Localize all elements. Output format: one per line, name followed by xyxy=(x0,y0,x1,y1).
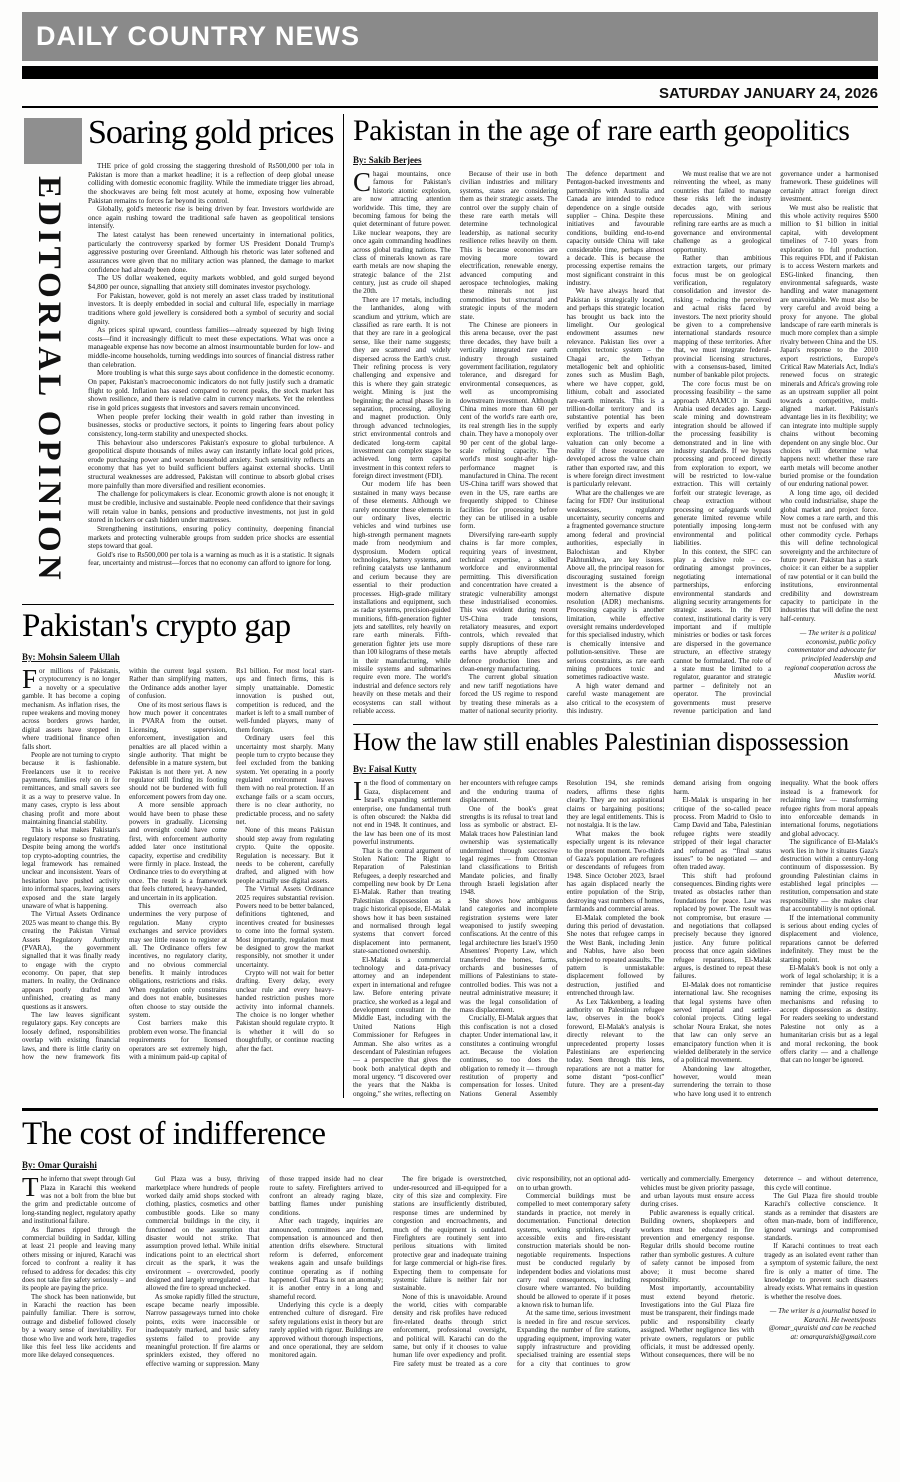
article-paragraph: Globally, gold's meteoric rise is being driven by fear. Investors worldwide are once again rushing toward the traditional safe haven as geopolitical tensions intensify. xyxy=(88,205,334,231)
article-paragraph: The Virtual Assets Ordinance 2025 was meant to change this. By creating the Pakistan Virtual Assets Regulatory Authority (PVARA), the government signalled that it was finally ready to engage with the crypto economy. On paper, that step matters. In reality, the Ordinance appears poorly drafted and unfinished, creating as many questions as it answers. xyxy=(22,910,120,1011)
left-column xyxy=(22,114,343,1098)
palestine-lead-paragraph: In the flood of commentary on Gaza, displacement and Israel's expanding settlement enterprise, one fundamental truth is often obscured: the Nakba did not end in 1948. It continues, and the law has been one of its most powerful instruments. xyxy=(353,776,451,847)
article-paragraph: Commercial buildings must be compelled to meet contemporary safety standards in practice, not merely in documentation. Functional detection systems, working sprinklers, clearly accessible exits and fire-resistant construction materials should be non-negotiable requirements. Inspections must be conducted regularly by independent bodies and violations must carry real consequences, including closure where warranted. No building should be allowed to operate if it poses a known risk to human life. xyxy=(516,1192,631,1310)
crypto-body xyxy=(22,664,334,1061)
article-paragraph: El-Malak completed the book during this period of devastation. She notes that refugee camps in the West Bank, including Jenin and Nablus, have also been subjected to repeated assaults. The pattern is unmistakable: displacement followed by destruction, justified and entrenched through law. xyxy=(566,913,665,998)
article-paragraph: If the international community is serious about ending cycles of displacement and violence, reparations cannot be deferred indefinitely. They must be the starting point. xyxy=(780,913,878,964)
indifference-byline: By: Omar Quraishi xyxy=(22,1160,97,1171)
indifference-body xyxy=(22,1172,878,1368)
rare-earth-lead-paragraph: Chagai mountains, once famous for Pakistan's historic atomic explosion, are now attracting attention worldwide. This time, they are becoming famous for being the quiet determinant of future power. Like nuclear weapons, they are once again commanding headlines across global trading nations. The class of minerals known as rare earth metals are now shaping the strategic balance of the 21st century, just as crude oil shaped the 20th. xyxy=(353,167,451,296)
rare-earth-headline: Pakistan in the age of rare earth geopolitics xyxy=(353,114,850,147)
article-paragraph: Ordinary users feel this uncertainty most sharply. Many people turn to crypto because they feel excluded from the banking system. Yet operating in a poorly regulated environment leaves them with no real protection. If an exchange fails or a scam occurs, there is no clear authority, no predictable process, and no safety net. xyxy=(236,734,334,827)
article-paragraph: If Karachi continues to treat each tragedy as an isolated event rather than a symptom of systemic failure, the next fire is only a matter of time. The knowledge to prevent such disasters already exists. What remains in question is whether the resolve does. xyxy=(764,1242,878,1301)
article-paragraph: That is the central argument of Stolen Nation: The Right to Reparation of Palestinian Refugees, a deeply researched and compelling new book by Dr Lena El-Malak. Rather than treating Palestinian dispossession as a tragic historical episode, El-Malak shows how it has been sustained and normalised through legal systems that convert forced displacement into permanent, state-sanctioned ownership. xyxy=(353,846,451,956)
article-paragraph: Gul Plaza was a busy, thriving marketplace where hundreds of people worked daily amid shops stocked with clothing, plastics, cosmetics and other combustible goods. Like so many commercial buildings in the city, it functioned on the assumption that disaster would not strike. That assumption proved lethal. While initial indications point to an electrical short circuit as the spark, it was the environment – overcrowded, poorly designed and largely unregulated – that allowed the fire to spread unchecked. xyxy=(145,1175,260,1293)
article-paragraph: Our modern life has been sustained in many ways because of these elements. Although we rarely encounter these elements in our ordinary lives, electric vehicles and wind turbines use high-strength permanent magnets made from neodymium and dysprosium. Modern optical technologies, battery systems, and refining catalysts use lanthanum and cerium because they are essential to their production processes. High-grade military installations and equipment, such as radar systems, precision-guided munitions, fifth-generation fighter jets and satellites, rely heavily on rare earth minerals. Fifth-generation fighter jets use more than 100 kilograms of these metals in their manufacturing, while missile systems and submarines require even more. The world's industrial and defence sectors rely heavily on these metals and their ecosystems can stall without reliable access. xyxy=(353,480,451,715)
article-paragraph: The latest catalyst has been renewed uncertainty in international politics, particularly the controversy sparked by former US President Donald Trump's aggressive posturing over Greenland. Although his rhetoric was later softened and assurances were given that no military action was planned, the damage to market confidence had already been done. xyxy=(88,231,334,274)
article-paragraph: At the same time, serious investment is needed in fire and rescue services. Expanding the number of fire stations, upgrading equipment, improving water supply infrastructure and providing specialised training are essential steps for a city that continues to grow vertically and commercially. Emergency vehicles must be given priority passage, and urban layouts must ensure access during crises. xyxy=(516,1175,755,1368)
masthead-black-bar xyxy=(22,66,878,79)
article-paragraph: One of the book's great strengths is its refusal to treat land loss as symbolic or abstract. El-Malak traces how Palestinian land ownership was systematically undermined through successive legal regimes — from Ottoman land classifications to British Mandate policies, and finally through Israeli legislation after 1948. xyxy=(459,804,558,897)
article-paragraph: Abandoning law altogether, however, would mean surrendering the terrain to those who have long used it to entrench inequality. What the book offers instead is a framework for reclaiming law — transforming refugee rights from moral appeals into enforceable demands in international forums, negotiations and global advocacy. xyxy=(673,779,878,1098)
article-paragraph: The law leaves significant regulatory gaps. Key concepts are loosely defined, responsibilities overlap with existing financial laws, and there is little clarity on how the new framework fits within the current legal system. Rather than simplifying matters, the Ordinance adds another layer of confusion. xyxy=(22,667,227,1061)
article-paragraph: We must realise that we are not reinventing the wheel, as many countries that failed to manage these risks left the industry decades ago, with serious repercussions. Mining and refining rare earths are as much a governance and environmental challenge as a geological opportunity. xyxy=(673,170,772,254)
article-paragraph: For Pakistan, however, gold is not merely an asset class traded by institutional investors. It is deeply embedded in social and cultural life, especially in marriage traditions where gold jewellery is considered both a symbol of security and social dignity. xyxy=(88,291,334,326)
article-paragraph: Because of their use in both civilian industries and military systems, states are considering them as their strategic assets. The control over the supply chain of these rare earth metals will determine technological leadership, as national security resilience relies heavily on them. This is because economies are moving more toward electrification, renewable energy, advanced computing and aerospace technologies, making these minerals not just commodities but structural and strategic inputs of the modern state. xyxy=(459,170,558,321)
article-paragraph: The core focus must be on processing feasibility – the same approach ARAMCO in Saudi Arabia used decades ago. Large-scale mining and downstream integration should be allowed if the processing feasibility is demonstrated and in line with industry standards. If we bypass processing and proceed directly from exploration to export, we will be restricted to low-value extraction. This will certainly forfeit our strategic leverage, as cheap extraction without processing or safeguards would generate limited revenue while potentially imposing long-term environmental and political liabilities. xyxy=(673,379,772,548)
article-paragraph: We have always heard that Pakistan is strategically located, and perhaps this strategic location has brought us back into the limelight. Our geological endowment assumes new relevance. Pakistan lies over a complex tectonic system – the Chagai arc, the Tethyan metallogenic belt and ophiolitic zones such as Muslim Bagh, where we have copper, gold, lithium, cobalt and associated rare-earth minerals. This is a trillion-dollar territory and its substantive potential has been verified by experts and early explorations. The trillion-dollar valuation can only become a reality if these resources are developed across the value chain rather than exported raw, and this is where foreign direct investment is particularly relevant. xyxy=(566,287,665,489)
article-paragraph: A long time ago, oil decided who could industrialise, shape the global market and project force. Now comes a rare earth, and this must not be confused with any other commodity cycle. Perhaps this will define technological sovereignty and the architecture of future power. Pakistan has a stark choice: it can either be a supplier of raw potential or it can build the institutions, environmental credibility and downstream capacity to participate in the industries that will define the next half-century. xyxy=(780,488,878,623)
article-paragraph: The Gul Plaza fire should trouble Karachi's collective conscience. It stands as a reminder that disasters are often man-made, born of indifference, ignored warnings and compromised standards. xyxy=(764,1192,878,1242)
article-paragraph: When people prefer locking their wealth in gold rather than investing in businesses, stocks or productive sectors, it points to lingering fears about policy consistency, long-term stability and unexpected shocks. xyxy=(88,412,334,438)
indifference-drop-cap: T xyxy=(22,1172,39,1203)
article-paragraph: This overreach also undermines the very purpose of regulation. Many crypto exchanges and service providers may see little reason to register at all. The Ordinance offers few incentives, no regulatory clarity, and no obvious commercial benefits. It mainly introduces obligations, restrictions and risks. When regulation only constrains and does not enable, businesses often choose to stay outside the system. xyxy=(129,901,227,1020)
article-paragraph: What are the challenges we are facing for FDI? Our institutional weaknesses, regulatory uncertainty, security concerns and a fragmented governance structure among federal and provincial authorities, especially in Balochistan and Khyber Pakhtunkhwa, are key issues. Above all, the principal reason for discouraging sustained foreign investment is the absence of modern alternative dispute resolution (ADR) mechanisms. Processing capacity is another limitation, while effective oversight remains underdeveloped for this specialised industry, which is chemically intensive and pollution-sensitive. These are serious constraints, as rare earth mining produces toxic and sometimes radioactive waste. xyxy=(566,488,665,682)
dateline: SATURDAY JANUARY 24, 2026 xyxy=(22,85,878,108)
article-paragraph: THE price of gold crossing the staggering threshold of Rs500,000 per tola in Pakistan is more than a market headline; it is a reflection of deep global unease colliding with domestic economic fragility. While the immediate trigger lies abroad, the shockwaves are being felt most acutely at home, exposing how vulnerable Pakistan remains to forces far beyond its control. xyxy=(88,162,334,205)
article-pakistans-crypto-gap xyxy=(22,604,334,1061)
palestine-body xyxy=(353,776,878,1098)
masthead xyxy=(22,12,878,61)
article-paragraph: Underlying this cycle is a deeply entrenched culture of disregard. Fire safety regulations exist in theory but are rarely applied with rigour. Buildings are approved without thorough inspections, and once operational, they are seldom monitored again. xyxy=(269,1301,384,1360)
article-paragraph: We must also be realistic that this whole activity requires $500 million to $1 billion in initial capital, with development timelines of 7-10 years from exploration to full production. This requires FDI, and if Pakistan is to access Western markets and ESG-linked financing, then environmental safeguards, waste handling and water management are unavoidable. We must also be very careful and avoid being a proxy for anyone. The global landscape of rare earth minerals is much more complex than a simple rivalry between China and the US. Japan's response to the 2010 export restrictions, Europe's Critical Raw Materials Act, India's renewed focus on strategic minerals and Africa's growing role as an upstream supplier all point towards a competitive, multi-aligned market. Pakistan's advantage lies in its flexibility; we can integrate into multiple supply chains without becoming dependent on any single bloc. Our choices will determine what happens next: whether these rare earth metals will become another buried promise or the foundation of our enduring national power. xyxy=(780,203,878,489)
article-paragraph: The US dollar weakened, equity markets wobbled, and gold surged beyond $4,800 per ounce, signalling that anxiety still dominates investor psychology. xyxy=(88,274,334,291)
article-paragraph: In this context, the SIFC can play a decisive role – co-ordinating amongst provinces, negotiating international partnerships, enforcing environmental standards and aligning security arrangements for strategic assets. In the FDI context, institutional clarity is very important and if multiple ministries or bodies or task forces are dispersed in the governance structure, an effective strategy cannot be formulated. The role of a state must be limited to a regulator, guarantor and strategic partner – definitely not an operator. The provincial governments must preserve revenue participation and land governance under a harmonised framework. These guidelines will certainly attract foreign direct investment. xyxy=(673,170,878,715)
article-paragraph: As flames ripped through the commercial building in Saddar, killing at least 21 people and leaving many others missing or injured, Karachi was forced to confront a reality it has refused to address for decades: this city does not take fire safety seriously – and its people are paying the price. xyxy=(22,1225,136,1293)
rare-earth-drop-cap: C xyxy=(353,167,372,197)
masthead-title: DAILY COUNTRY NEWS xyxy=(36,21,361,51)
rare-earth-signature: — The writer is a political economist, public policy commentator and advocate for principled leadership and regional cooperation across the Muslim world. xyxy=(784,629,876,681)
article-paragraph: The Chinese are pioneers in this arena because, over the past three decades, they have built a vertically integrated rare earth industry through sustained government facilitation, regulatory tolerance, and disregard for environmental consequences, as well as uncompromising downstream investment. Although China mines more than 60 per cent of the world's rare earth ore, its real strength lies in the supply chain. They have a monopoly over 90 per cent of the global large-scale refining capacity. The world's most sought-after high-performance magnet is manufactured in China. The recent US-China tariff wars showed that even in the US, rare earths are frequently shipped to Chinese facilities for processing before they can be utilised in a usable form. xyxy=(459,321,558,531)
indifference-paragraphs xyxy=(22,1172,878,1368)
article-paragraph: People are not turning to crypto because it is fashionable. Freelancers use it to receive payments, families rely on it for remittances, and small savers see it as a way to preserve value. In many cases, crypto is less about chasing profit and more about maintaining financial stability. xyxy=(22,750,120,827)
article-paragraph: What makes the book especially urgent is its relevance to the present moment. Two-thirds of Gaza's population are refugees or descendants of refugees from 1948. Since October 2023, Israel has again displaced nearly the entire population of the Strip, destroying vast numbers of homes, farmlands and commercial areas. xyxy=(566,829,665,914)
article-paragraph: There are 17 metals, including the lanthanides, along with scandium and yttrium, which are classified as rare earth. It is not that they are rare in a geological sense, like their name suggests; they are scattered and widely dispersed across the Earth's crust. Their refining process is very challenging and expensive and this is where they gain strategic weight. Mining is just the beginning; the actual phases lie in separation, processing, alloying and magnet production. Only through advanced technologies, strict environmental controls and dedicated long-term capital investment can complex stages be achieved. long term capital investment in this context refers to foreign direct investment (FDI). xyxy=(353,295,451,481)
article-paragraph: None of this is unavoidable. Around the world, cities with comparable density and risk profiles have reduced fire-related deaths through strict enforcement, professional oversight, and political will. Karachi can do the same, but only if it chooses to value human life over expediency and profit. Fire safety must be treated as a core civic responsibility, not an optional add-on to urban growth. xyxy=(393,1175,631,1368)
article-paragraph: More troubling is what this surge says about confidence in the domestic economy. On paper, Pakistan's macroeconomic indicators do not fully justify such a dramatic flight to gold. Inflation has eased compared to recent peaks, the stock market has shown resilience, and there is relative calm in currency markets. Yet the relentless rise in gold prices suggests that investors and savers remain unconvinced. xyxy=(88,369,334,412)
article-paragraph: El-Malak does not romanticise international law. She recognises that legal systems have often served imperial and settler-colonial projects. Citing legal scholar Noura Erakat, she notes that law can only serve an emancipatory function when it is wielded deliberately in the service of a political movement. xyxy=(673,980,772,1065)
right-column xyxy=(343,114,878,1098)
article-paragraph: The Virtual Assets Ordinance 2025 requires substantial revision. Powers need to be better balanced, definitions tightened, and incentives created for businesses to come into the formal system. Most importantly, regulation must be designed to grow the market responsibly, not smother it under uncertainty. xyxy=(236,885,334,969)
article-paragraph: Most importantly, accountability must extend beyond rhetoric. Investigations into the Gul Plaza fire must be transparent, their findings made public and responsibility clearly assigned. Whether negligence lies with private owners, regulators or public officials, it must be addressed openly. Without consequences, there will be no deterrence – and without deterrence, this cycle will continue. xyxy=(640,1175,878,1360)
crypto-drop-cap: F xyxy=(22,664,38,694)
indifference-lead-paragraph: The inferno that swept through Gul Plaza in Karachi this weekend was not a bolt from the blue but the grim and predictable outcome of long-standing neglect, regulatory apathy and institutional failure. xyxy=(22,1172,136,1226)
rare-earth-body xyxy=(353,167,878,715)
editorial-row xyxy=(22,114,334,596)
article-rare-earth-geopolitics xyxy=(353,114,878,715)
article-paragraph: El-Malak's book is not only a work of legal scholarship; it is a reminder that justice requires naming the crime, exposing its mechanisms and refusing to accept dispossession as destiny. For readers seeking to understand Palestine not only as a humanitarian crisis but as a legal and moral reckoning, the book offers clarity — and a challenge that can no longer be ignored. xyxy=(780,963,878,1065)
article-paragraph: She shows how ambiguous land categories and incomplete registration systems were later weaponised to justify sweeping confiscations. At the centre of this legal architecture lies Israel's 1950 Absentees' Property Law, which transferred the homes, farms, orchards and businesses of millions of Palestinians to state-controlled bodies. This was not a neutral administrative measure; it was the legal consolidation of mass displacement. xyxy=(459,896,558,1014)
article-paragraph: El-Malak is unsparing in her critique of the so-called peace process. From Madrid to Oslo to Camp David and Taba, Palestinian refugee rights were steadily stripped of their legal character and reframed as “final status issues” to be negotiated — and often traded away. xyxy=(673,796,772,872)
article-paragraph: As prices spiral upward, countless families—already squeezed by high living costs—find it increasingly difficult to meet these expectations. What was once a manageable expense has now become an almost insurmountable burden for low- and middle-income households, turning weddings into sources of financial distress rather than celebration. xyxy=(88,326,334,369)
article-paragraph: Public awareness is equally critical. Building owners, shopkeepers and workers must be educated in fire prevention and emergency response. Regular drills should become routine rather than symbolic gestures. A culture of safety cannot be imposed from above; it must become shared responsibility. xyxy=(640,1208,755,1284)
article-paragraph: Diversifying rare-earth supply chains is far more complex, requiring years of investment, technical expertise, a skilled workforce and environmental permitting. This diversification and concentration have created a strategic vulnerability amongst these industrialised economies. This was evident during recent US-China trade tensions, retaliatory measures, and export controls, which revealed that supply disruptions of these rare earths have abruptly affected defence production lines and clean-energy manufacturing. xyxy=(459,530,558,674)
editorial-opinion-strip xyxy=(22,114,88,596)
page-header xyxy=(22,12,878,108)
article-paragraph: The shock has been nationwide, but in Karachi the reaction has been painfully familiar. There is sorrow, outrage and disbelief followed closely by a weary sense of inevitability. For those who live and work here, tragedies like this feel less like accidents and more like delayed consequences. xyxy=(22,1292,136,1360)
article-paragraph: Crypto will not wait for better drafting. Every delay, every unclear rule and every heavy-handed restriction pushes more activity into informal channels. The choice is no longer whether Pakistan should regulate crypto. It is whether it will do so thoughtfully, or continue reacting after the fact. xyxy=(236,969,334,1053)
article-paragraph: The significance of El-Malak's work lies in how it situates Gaza's destruction within a century-long continuum of dispossession. By grounding Palestinian claims in established legal principles — restitution, compensation and state responsibility — she makes clear that accountability is not optional. xyxy=(780,838,878,914)
palestine-headline: How the law still enables Palestinian dispossession xyxy=(353,729,849,757)
crypto-headline: Pakistan's crypto gap xyxy=(22,608,291,644)
crypto-byline: By: Mohsin Saleem Ullah xyxy=(22,652,120,662)
article-cost-of-indifference xyxy=(22,1108,878,1368)
article-paragraph: Cost barriers make this problem even worse. The financial requirements for licensed operators are set extremely high, with a minimum paid-up capital of Rs1 billion. For most local start-ups and fintech firms, this is simply unattainable. Domestic innovation is pushed out, competition is reduced, and the market is left to a small number of well-funded players, many of them foreign. xyxy=(129,667,334,1061)
section-logo-box xyxy=(24,118,82,164)
main-grid xyxy=(22,114,878,1098)
gold-headline: Soaring gold prices xyxy=(88,114,334,151)
article-paragraph: El-Malak is a commercial technology and data-privacy attorney and an independent expert in international and refugee law. Before entering private practice, she worked as a legal and development consultant in the Middle East, including with the United Nations High Commissioner for Refugees in Amman. She also writes as a descendant of Palestinian refugees — a perspective that gives the book both analytical depth and moral urgency. “I discovered over the years that the Nakba is ongoing,” she writes, reflecting on her encounters with refugee camps and the enduring trauma of displacement. xyxy=(353,779,558,1098)
rare-earth-byline: By: Sakib Berjees xyxy=(353,155,422,165)
article-paragraph: Strengthening institutions, ensuring policy continuity, deepening financial markets and protecting vulnerable groups from sudden price shocks are essential steps toward that goal. xyxy=(88,524,334,551)
editorial-opinion-label: EDITORIAL OPINION xyxy=(31,176,67,584)
article-paragraph: The fire brigade is overstretched, under-resourced and ill-equipped for a city of this size and complexity. Fire stations are insufficiently distributed, response times are undermined by congestion and encroachments, and much of the equipment is outdated. Firefighters are routinely sent into perilous situations with limited protective gear and inadequate training for large commercial or high-rise fires. Expecting them to compensate for systemic failure is neither fair nor sustainable. xyxy=(393,1175,507,1293)
gold-body xyxy=(88,162,334,568)
article-paragraph: This shift had profound consequences. Binding rights were treated as obstacles rather than foundations for peace. Law was replaced by power. The result was not compromise, but erasure — and negotiations that collapsed precisely because they ignored justice. Any future political process that once again sidelines refugee reparations, El-Malak argues, is destined to repeat these failures. xyxy=(673,871,772,981)
article-paragraph: Gold's rise to Rs500,000 per tola is a warning as much as it is a statistic. It signals fear, uncertainty and mistrust—forces that no economy can afford to ignore for long. xyxy=(88,550,334,568)
indifference-signature: — The writer is a journalist based in Karachi. He tweets/posts @omar_quraishi and can be reached at: omarquraishi@gmail.com xyxy=(768,1307,876,1342)
article-soaring-gold-prices xyxy=(88,114,334,596)
article-paragraph: As Lex Takkenberg, a leading authority on Palestinian refugee law, observes in the book's foreword, El-Malak's analysis is directly relevant to the unprecedented property losses Palestinians are experiencing today. Seen through this lens, reparations are not a matter for some distant “post-conflict” future. They are a present-day demand arising from ongoing harm. xyxy=(566,779,772,1090)
article-paragraph: None of this means Pakistan should step away from regulating crypto. Quite the opposite. Regulation is necessary. But it needs to be coherent, carefully drafted, and aligned with how people actually use digital assets. xyxy=(236,826,334,885)
article-paragraph: One of its most serious flaws is how much power it concentrates in PVARA from the outset. Licensing, supervision, enforcement, investigation and penalties are all placed within a single authority. That might be defensible in a mature system, but Pakistan is not there yet. A new regulator still finding its footing should not be burdened with full enforcement powers from day one. xyxy=(129,700,227,801)
palestine-drop-cap: I xyxy=(353,776,362,807)
article-palestinian-dispossession xyxy=(353,724,878,1098)
crypto-lead-paragraph: For millions of Pakistanis, cryptocurrency is no longer a novelty or a speculative gamble. It has become a coping mechanism. As inflation rises, the rupee weakens and moving money across borders grows harder, digital assets have stepped in where traditional finance often falls short. xyxy=(22,664,120,751)
article-paragraph: A high water demand and careful waste management are also critical to the ecosystem of this industry. xyxy=(566,681,665,715)
indifference-headline: The cost of indifference xyxy=(22,1116,326,1153)
article-paragraph: As smoke rapidly filled the structure, escape became nearly impossible. Narrow passageways turned into choke points, exits were inaccessible or inadequately marked, and basic safety systems failed to provide any meaningful protection. If fire alarms or sprinklers existed, they offered no effective warning or suppression. Many of those trapped inside had no clear route to safety. Firefighters arrived to confront an already raging blaze, battling flames under punishing conditions. xyxy=(145,1175,384,1368)
article-paragraph: The current global situation and new tariff negotiations have forced the US regime to respond by treating these minerals as a matter of national security priority. The defence department and Pentagon-backed investments and partnerships with Australia and Canada are intended to reduce dependence on a single outside supplier – China. Despite these initiatives and favourable conditions, building end-to-end capacity outside China will take considerable time, perhaps almost a decade. This is because the processing expertise remains the most significant constraint in this industry. xyxy=(459,170,665,715)
article-paragraph: A more sensible approach would have been to phase these powers in gradually. Licensing and oversight could have come first, with enforcement authority added later once institutional capacity, expertise and credibility were firmly in place. Instead, the Ordinance tries to do everything at once. The result is a framework that feels cluttered, heavy-handed, and uncertain in its application. xyxy=(129,801,227,902)
article-paragraph: Rather than ambitious extraction targets, our primary focus must be on geological verification, regulatory consolidation and investor de-risking – reducing the perceived and actual risks faced by investors. The next priority should be given to a comprehensive international standards resource mapping of these territories. After that, we must integrate federal-provincial licensing structures, with a consensus-based, limited number of bankable pilot projects. xyxy=(673,253,772,380)
article-paragraph: After each tragedy, inquiries are announced, committees are formed, compensation is announced and then attention drifts elsewhere. Structural reform is deferred, enforcement weakens again and unsafe buildings continue operating as if nothing happened. Gul Plaza is not an anomaly; it is another entry in a long and shameful record. xyxy=(269,1217,384,1301)
article-paragraph: The challenge for policymakers is clear. Economic growth alone is not enough; it must be credible, inclusive and sustainable. People need confidence that their savings will retain value in banks, pensions and productive investments, not just in gold stored in lockers or cash hidden under mattresses. xyxy=(88,490,334,525)
article-paragraph: This behaviour also underscores Pakistan's exposure to global turbulence. A geopolitical dispute thousands of miles away can instantly inflate local gold prices, erode purchasing power and worsen household anxiety. Such sensitivity reflects an economy that has yet to build sufficient buffers against external shocks. Until structural weaknesses are addressed, Pakistan will continue to absorb global crises more painfully than more diversified and resilient economies. xyxy=(88,438,334,490)
palestine-byline: By: Faisal Kutty xyxy=(353,764,417,775)
article-paragraph: This is what makes Pakistan's regulatory response so frustrating. Despite being among the world's top crypto-adopting countries, the legal framework has remained unclear and inconsistent. Years of hesitation have pushed activity into informal spaces, leaving users exposed and the state largely unaware of what is happening. xyxy=(22,826,120,910)
article-paragraph: Crucially, El-Malak argues that this confiscation is not a closed chapter. Under international law, it constitutes a continuing wrongful act. Because the violation continues, so too does the obligation to remedy it — through restitution of property and compensation for losses. United Nations General Assembly Resolution 194, she reminds readers, affirms these rights clearly. They are not aspirational claims or bargaining positions; they are legal entitlements. This is not nostalgia. It is the law. xyxy=(459,779,665,1098)
